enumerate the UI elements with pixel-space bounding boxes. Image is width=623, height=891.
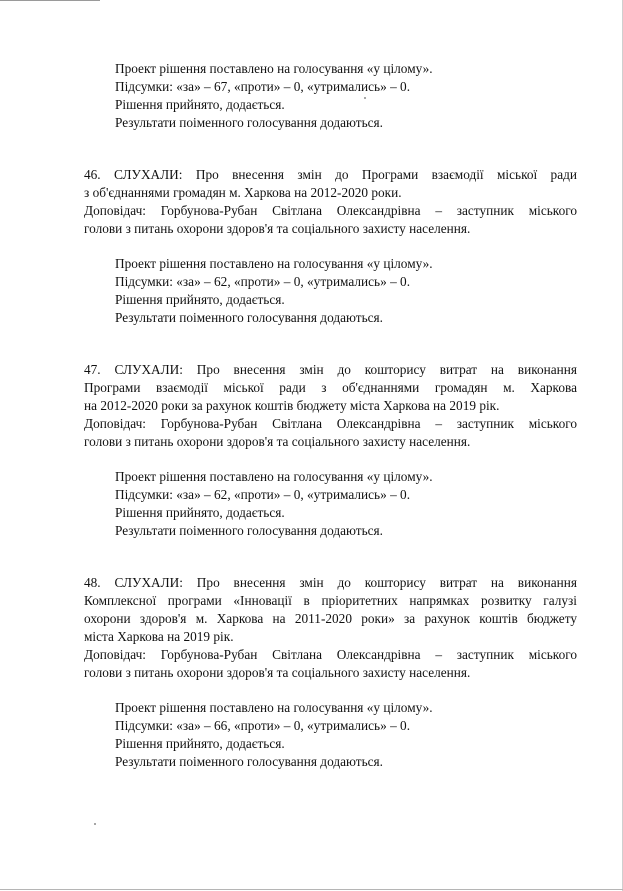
vote-line: Рішення прийнято, додається. xyxy=(115,736,285,751)
vote-line: Рішення прийнято, додається. xyxy=(115,505,285,520)
item-heading-line: міста Харкова на 2019 рік. xyxy=(84,629,234,644)
vote-result-block xyxy=(84,60,577,132)
item-heading-line: охорони здоров'я м. Харкова на 2011-2020 роки» за рахунок коштів бюджету xyxy=(84,611,577,626)
speaker-line: голови з питань охорони здоров'я та соціального захисту населення. xyxy=(84,221,471,236)
agenda-item-48 xyxy=(84,574,577,771)
vote-line: Результати поіменного голосування додаються. xyxy=(115,115,383,130)
speaker-line: голови з питань охорони здоров'я та соціального захисту населення. xyxy=(84,434,471,449)
vote-line: Підсумки: «за» – 62, «проти» – 0, «утримались» – 0. xyxy=(115,274,411,289)
scan-edge-top xyxy=(0,0,100,2)
scan-speck xyxy=(94,823,96,825)
item-heading-line: Комплексної програми «Інновації в пріоритетних напрямках розвитку галузі xyxy=(84,593,577,608)
agenda-item-46 xyxy=(84,166,577,327)
item-heading-line: з об'єднаннями громадян м. Харкова на 2012-2020 роки. xyxy=(84,185,402,200)
item-heading-line: 48. СЛУХАЛИ: Про внесення змін до кошторису витрат на виконання xyxy=(84,575,577,590)
vote-line: Проект рішення поставлено на голосування «у цілому». xyxy=(115,700,433,715)
vote-line: Проект рішення поставлено на голосування «у цілому». xyxy=(115,469,433,484)
vote-line: Проект рішення поставлено на голосування «у цілому». xyxy=(115,61,433,76)
item-heading-line: Програми взаємодії міської ради з об'єднаннями громадян м. Харкова xyxy=(84,380,577,395)
speaker-line: Доповідач: Горбунова-Рубан Світлана Олександрівна – заступник міського xyxy=(84,203,577,218)
vote-line: Результати поіменного голосування додаються. xyxy=(115,754,383,769)
vote-line: Підсумки: «за» – 67, «проти» – 0, «утримались» – 0. xyxy=(115,79,411,94)
vote-line: Проект рішення поставлено на голосування «у цілому». xyxy=(115,256,433,271)
vote-line: Рішення прийнято, додається. xyxy=(115,292,285,307)
item-heading-line: на 2012-2020 роки за рахунок коштів бюджету міста Харкова на 2019 рік. xyxy=(84,398,500,413)
item-heading-line: 47. СЛУХАЛИ: Про внесення змін до кошторису витрат на виконання xyxy=(84,362,577,377)
speaker-line: Доповідач: Горбунова-Рубан Світлана Олександрівна – заступник міського xyxy=(84,416,577,431)
speaker-line: Доповідач: Горбунова-Рубан Світлана Олександрівна – заступник міського xyxy=(84,647,577,662)
vote-line: Підсумки: «за» – 62, «проти» – 0, «утримались» – 0. xyxy=(115,487,411,502)
agenda-item-47 xyxy=(84,361,577,540)
vote-line: Результати поіменного голосування додаються. xyxy=(115,310,383,325)
item-heading-line: 46. СЛУХАЛИ: Про внесення змін до Програми взаємодії міської ради xyxy=(84,167,577,182)
document-body xyxy=(84,60,577,771)
vote-line: Рішення прийнято, додається. xyxy=(115,97,285,112)
scan-edge-bottom xyxy=(0,889,623,890)
vote-line: Результати поіменного голосування додаються. xyxy=(115,523,383,538)
vote-line: Підсумки: «за» – 66, «проти» – 0, «утримались» – 0. xyxy=(115,718,411,733)
speaker-line: голови з питань охорони здоров'я та соціального захисту населення. xyxy=(84,665,471,680)
